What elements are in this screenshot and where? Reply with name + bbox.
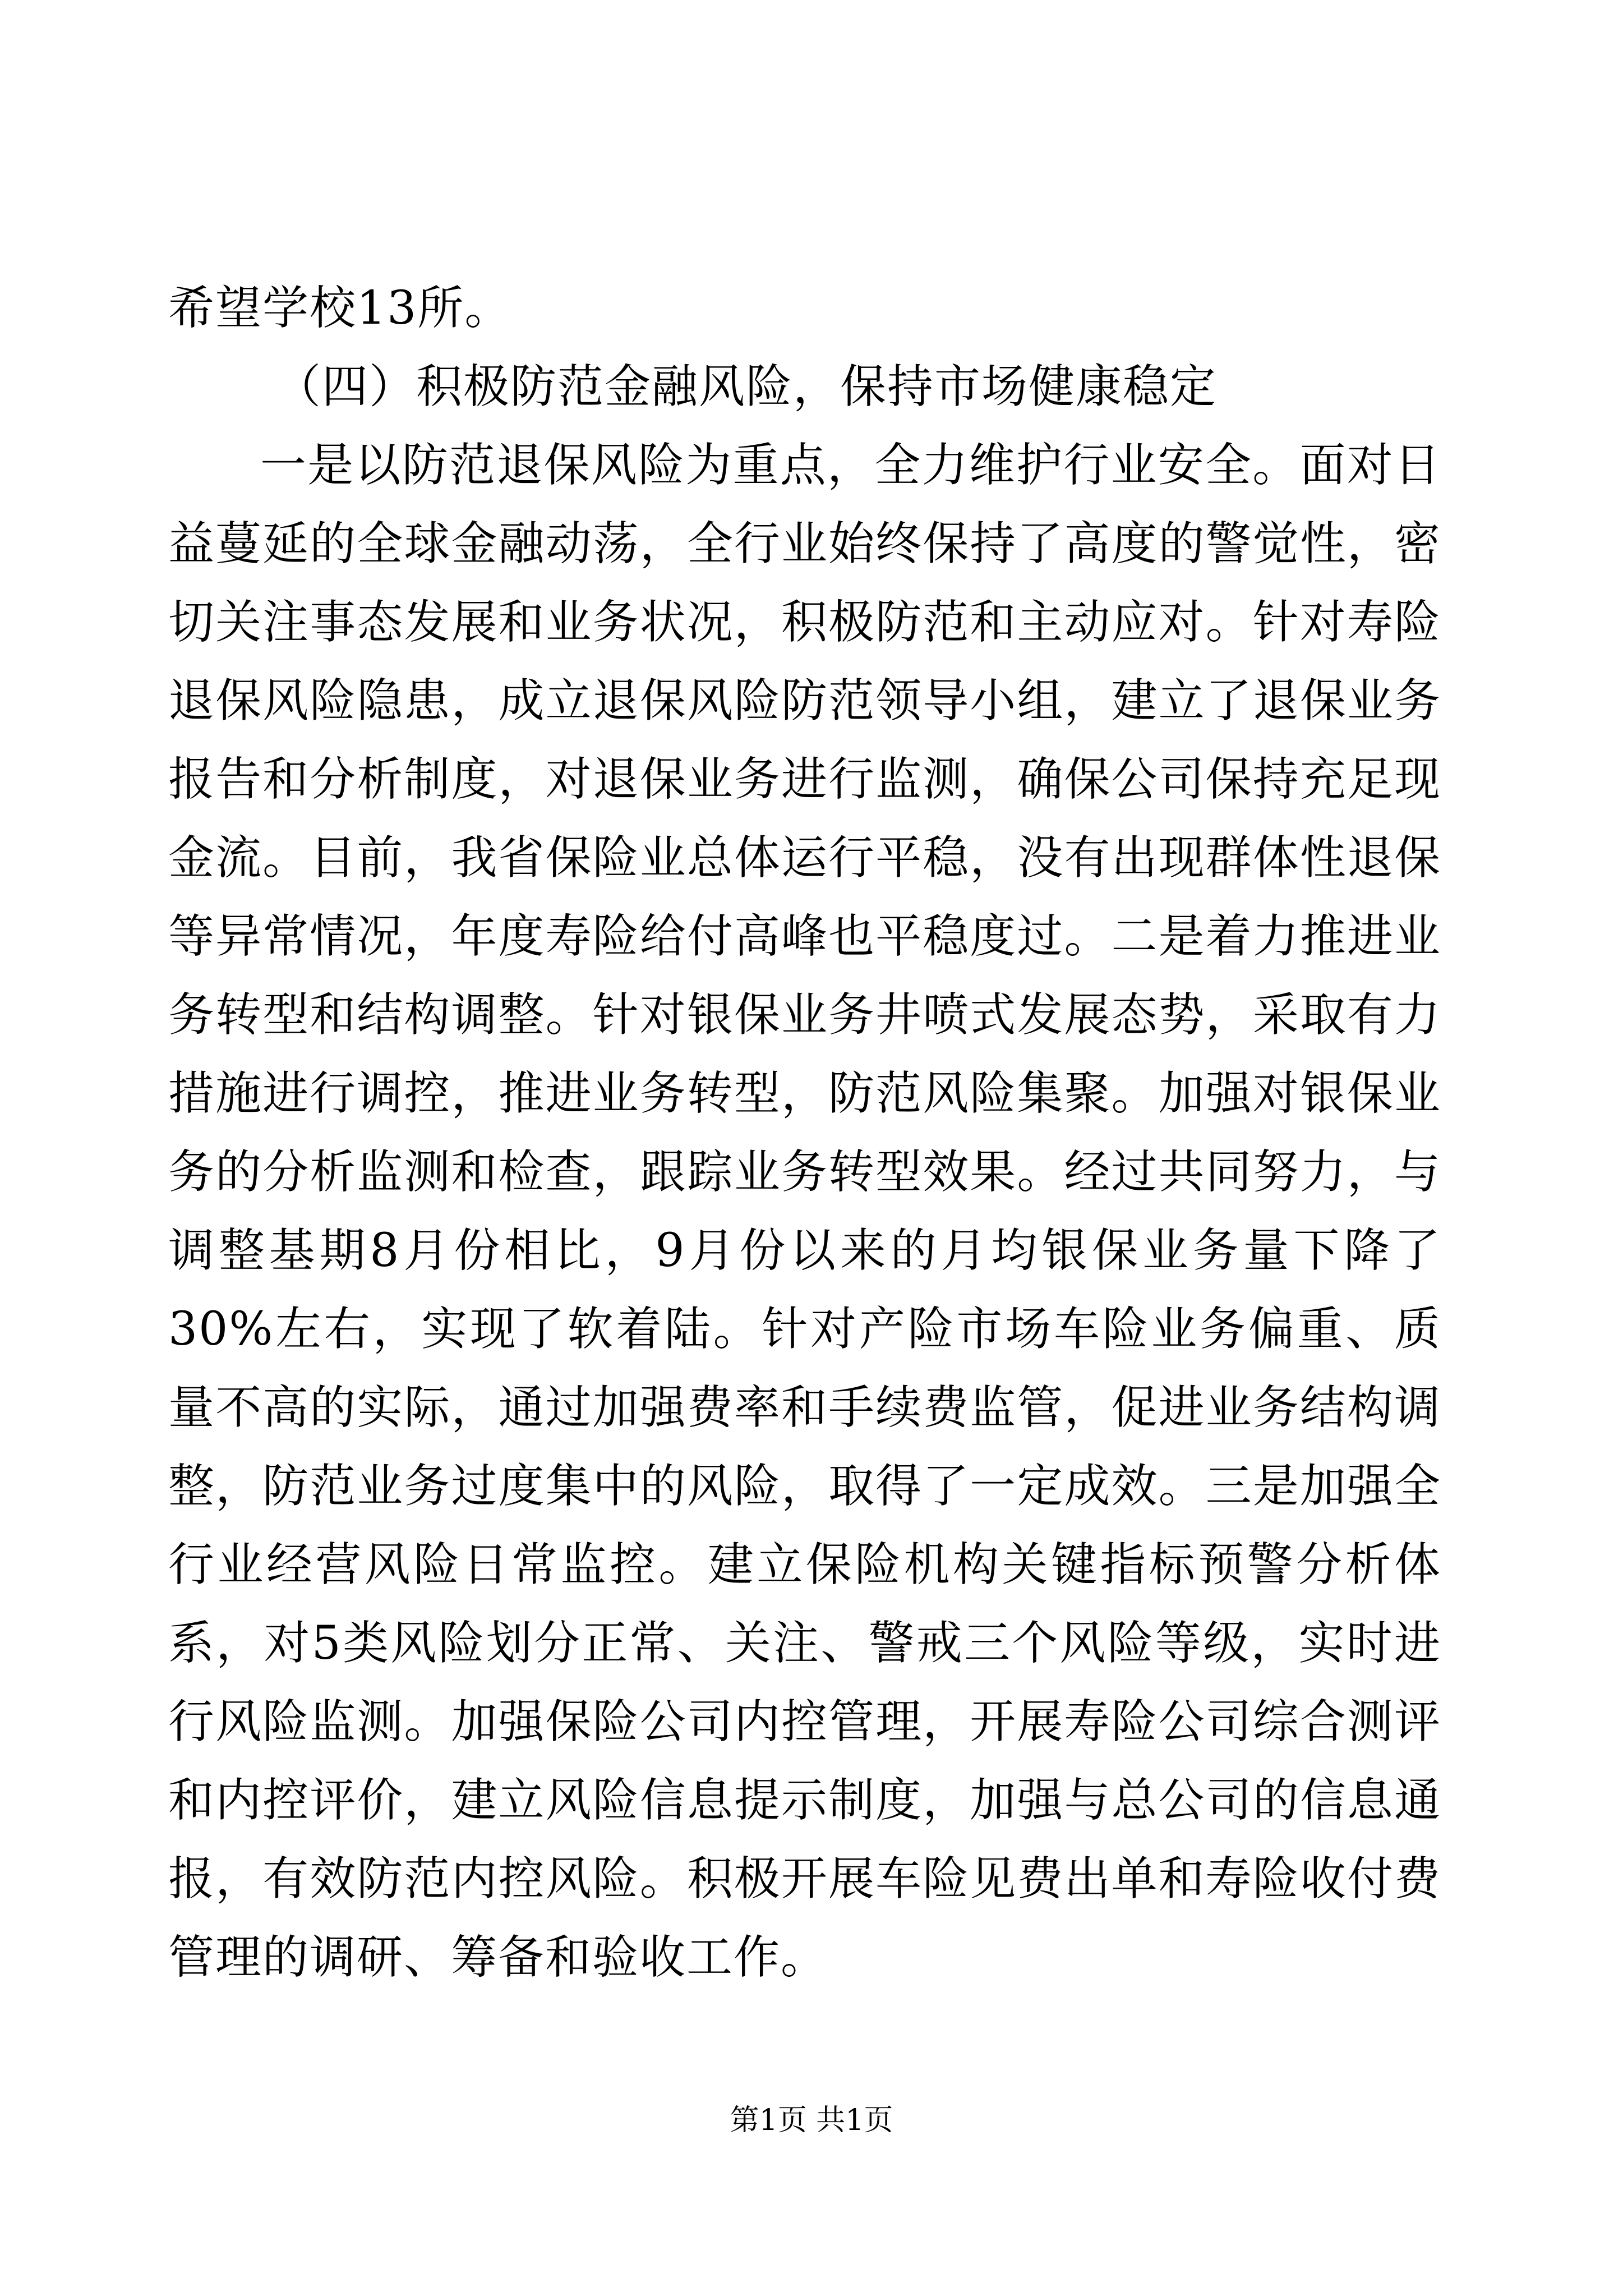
document-body — [168, 269, 1441, 1997]
page-footer — [0, 2101, 1623, 2140]
section-heading: （四）积极防范金融风险，保持市场健康稳定 — [275, 360, 1218, 413]
continuation-text: 希望学校13所。 — [168, 282, 512, 335]
page-number: 第1页 共1页 — [730, 2104, 893, 2137]
body-paragraph: 一是以防范退保风险为重点，全力维护行业安全。面对日益蔓延的全球金融动荡，全行业始终保持了高度的警觉性，密切关注事态发展和业务状况，积极防范和主动应对。针对寿险退保风险隐患，成立退保风险防范领导小组，建立了退保业务报告和分析制度，对退保业务进行监测，确保公司保持充足现金流。目前，我省保险业总体运行平稳，没有出现群体性退保等异常情况，年度寿险给付高峰也平稳度过。二是着力推进业务转型和结构调整。针对银保业务井喷式发展态势，采取有力措施进行调控，推进业务转型，防范风险集聚。加强对银保业务的分析监测和检查，跟踪业务转型效果。经过共同努力，与调整基期8月份相比，9月份以来的月均银保业务量下降了30%左右，实现了软着陆。针对产险市场车险业务偏重、质量不高的实际，通过加强费率和手续费监管，促进业务结构调整，防范业务过度集中的风险，取得了一定成效。三是加强全行业经营风险日常监控。建立保险机构关键指标预警分析体系，对5类风险划分正常、关注、警戒三个风险等级，实时进行风险监测。加强保险公司内控管理，开展寿险公司综合测评和内控评价，建立风险信息提示制度，加强与总公司的信息通报，有效防范内控风险。积极开展车险见费出单和寿险收付费管理的调研、筹备和验收工作。 — [168, 439, 1441, 1984]
